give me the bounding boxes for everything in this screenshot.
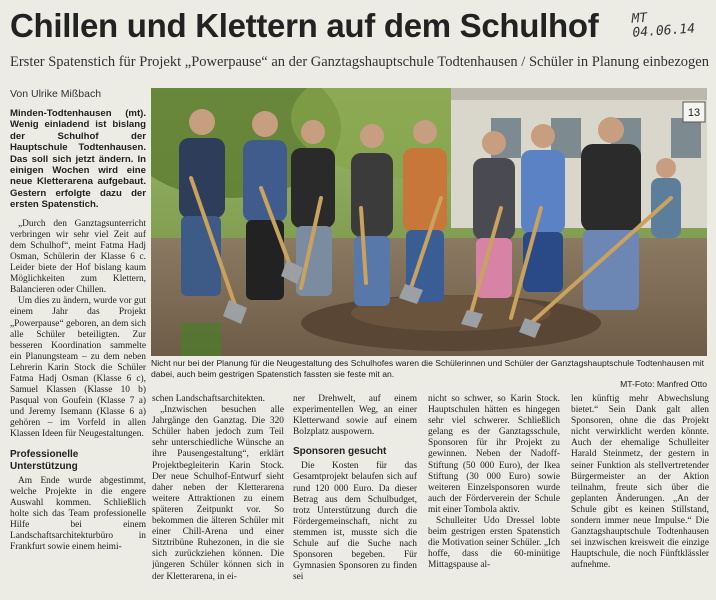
lead-paragraph: Minden-Todtenhausen (mt). Wenig einladend ist bislang der Schulhof der Hauptschule Todtenhausen. Das soll sich jetzt ändern. In einigen Wochen wird eine neue Kletterarena aufgebaut. Gestern erfolgte dazu der ersten Spatenstich. [10, 108, 146, 211]
paragraph: „Durch den Ganztagsunterricht verbringen wir sehr viel Zeit auf dem Schulhof“, meint Fatma Hadj Osman, Schülerin der Klasse 6 c. Leider biete der Hof bislang kaum Möglichkeiten zum Klettern, Balancieren oder Chillen. [10, 218, 146, 296]
column-2 [152, 394, 284, 598]
section-subhead: Sponsoren gesucht [293, 446, 387, 458]
photo-caption [151, 358, 707, 390]
caption-text: Nicht nur bei der Planung für die Neugestaltung des Schulhofes waren die Schülerinnen und Schüler der Ganztagshauptschule Todtenhausen mit dabei, auch beim gestrigen Spatenstich fassten sie feste mit an. [151, 358, 705, 379]
article-photo [151, 88, 707, 356]
paragraph: len künftig mehr Abwechslung bietet.“ Sein Dank galt allen Sponsoren, ohne die das Projekt nicht verwirklicht werden könnte. Auch der ehemalige Schulleiter Harald Steinmetz, der gestern in seiner Funktion als stellvertretender Bürgermeister an der Aktion teilnahm, freute sich über die geplanten Änderungen. „An der Schule gibt es keinen Stillstand, sondern immer neue Impulse.“ Die Ganztagshauptschule Todtenhausen sei inzwischen kreisweit die einzige Hauptschule, die noch Fünftklässler aufnehme. [571, 394, 709, 571]
handwritten-date: MT 04.06.14 [631, 10, 696, 41]
headline: Chillen und Klettern auf dem Schulhof [10, 7, 599, 44]
column-1 [10, 108, 146, 596]
photo-illustration [151, 88, 707, 356]
column-5 [571, 394, 709, 598]
paragraph: Die Kosten für das Gesamtprojekt belaufen sich auf rund 120 000 Euro. Da dieser Betrag aus dem Schulbudget, trotz Unterstützung durch die Fördergemeinschaft, nicht zu stemmen ist, musste sich die Schule auf die Suche nach Sponsoren begeben. Für Gymnasien Sponsoren zu finden sei [293, 461, 417, 583]
sign-number: 13 [687, 107, 701, 119]
photo-credit: MT-Foto: Manfred Otto [620, 379, 707, 389]
byline: Von Ulrike Mißbach [10, 88, 102, 100]
column-4 [428, 394, 560, 598]
paragraph: Um dies zu ändern, wurde vor gut einem Jahr das Projekt „Powerpause“ geboren, an dem sich alle Schüler beteiligten. Zur besseren Koordination sammelte ein Planungsteam – zu dem neben Lehrerin Karin Stock die Schüler Fatma Hadj Osman (Klasse 6 c), Samuel Klassen (Klasse 10 b) Pasqual von Goufein (Klasse 7 a) und Jeremy Isemann (Klasse 6 a) gehören – im Vorfeld in allen Klassen Ideen für Neugestaltungen. [10, 296, 146, 440]
paragraph: nicht so schwer, so Karin Stock. Hauptschulen hätten es hingegen sehr viel schwerer. Schließlich gelang es der Ganztagsschule, Sponsoren für ihr Projekt zu gewinnen. Neben der Nadoff-Stiftung (50 000 Euro), der Ikea Stiftung (30 000 Euro) sowie weiteren Einzelsponsoren wurde auch der Förderverein der Schule mit einer Tombola aktiv. [428, 394, 560, 515]
paragraph: Am Ende wurde abgestimmt, welche Projekte in die engere Auswahl kommen. Schließlich holte sich das Team professionelle Hilfe bei einem Landschaftsarchitekturbüro in Frankfurt sowie einem heimi- [10, 475, 146, 553]
paragraph: Schulleiter Udo Dressel lobte beim gestrigen ersten Spatenstich die Motivation seiner Schüler. „Ich hoffe, dass die 60-minütige Mittagspause al- [428, 516, 560, 571]
paragraph: ner Drehwelt, auf einem experimentellen Weg, an einer Kletterwand sowie auf einem Bolzplatz auspowern. [293, 394, 417, 438]
paragraph: schen Landschaftsarchitekten. [152, 394, 265, 404]
subheadline: Erster Spatenstich für Projekt „Powerpause“ an der Ganztagshauptschule Todtenhausen / Schüler in Planung einbezogen [10, 54, 709, 70]
section-subhead: Professionelle Unterstützung [10, 448, 79, 472]
column-3 [293, 394, 417, 598]
paragraph: „Inzwischen besuchen alle Jahrgänge den Ganztag. Die 320 Schüler haben jedoch zum Teil sehr unterschiedliche Wünsche an ihre Pausengestaltung“, erklärt Projektbegleiterin Karin Stock. Der neue Schulhof-Entwurf sieht daher neben der Kletterarena weitere Attraktionen zu einem späteren Zeitpunkt vor. So bekommen die älteren Schüler mit einer Chill-Arena und einer Sitztribüne Ruhezonen, in die sie sich zurückziehen können. Die jüngeren Schüler können sich in der Kletterarena, in ei- [152, 405, 284, 582]
